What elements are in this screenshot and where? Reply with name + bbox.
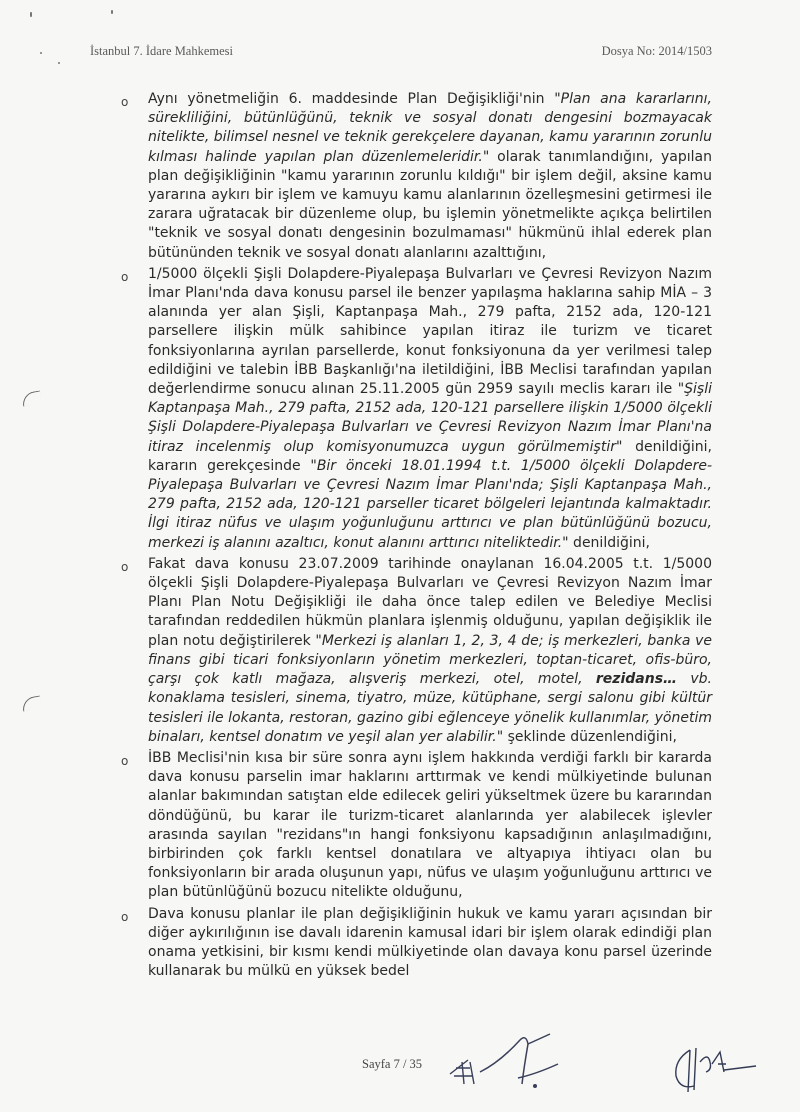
quoted-text-segment: vb. konaklama tesisleri, sinema, tiyatro, müze, kütüphane, sergi salonu gibi kültür tesisleri ile lokanta, restoran, gazino gibi eğlenceye yönelik kullanımlar, yönetim binaları, kentsel donatım ve yeşil alan yer alabilir." <box>148 671 712 745</box>
binder-hole-mark <box>21 695 42 711</box>
scan-speck <box>30 12 32 17</box>
bullet-marker: o <box>121 269 129 284</box>
argument-item <box>121 905 712 982</box>
case-number: Dosya No: 2014/1503 <box>601 44 712 58</box>
scan-speck <box>58 62 60 64</box>
quoted-text-segment: "Bir önceki 18.01.1994 t.t. 1/5000 ölçekli Dolapdere-Piyalepaşa Bulvarları ve Çevresi Nazım İmar Planı'nda; Şişli Kaptanpaşa Mah., 279 pafta, 2152 ada, 120-121 parseller ticaret bölgeleri lejantında kalmaktadır. İlgi itiraz nüfus ve ulaşım yoğunluğunu arttırıcı ve plan bütünlüğünü bozucu, merkezi iş alanını azaltıcı, konut alanını arttırıcı niteliktedir." <box>148 457 712 551</box>
argument-item <box>121 749 712 903</box>
bullet-marker: o <box>121 753 129 768</box>
argument-item <box>121 555 712 747</box>
quoted-text-segment: rezidans… <box>595 671 678 688</box>
text-segment: olarak tanımlandığını, yapılan plan değişikliğinin "kamu yararının zorunlu kıldığı" bir işlem değil, aksine kamu yararına aykırı bir işlem ve kamuyu kamu alanlarının özelleşmesini getirmesi ile zarara uğratacak bir düzenleme olup, bu işlemin yönetmelikte açıkça belirtilen "teknik ve sosyal donatı dengesinin bozulmaması" hükmünü ihlal ederek plan bütününden teknik ve sosyal donatı alanlarını azalttığını, <box>148 148 712 261</box>
quoted-text-segment: "Merkezi iş alanları 1, 2, 3, 4 de; iş merkezleri, banka ve finans gibi ticari fonksiyonların yönetim merkezleri, toptan-ticaret, ofis-büro, çarşı çok katlı mağaza, alışveriş merkezi, otel, motel, <box>148 632 712 688</box>
text-segment: Fakat dava konusu 23.07.2009 tarihinde onaylanan 16.04.2005 t.t. 1/5000 ölçekli Şişli Dolapdere-Piyalepaşa Bulvarları ve Çevresi Revizyon Nazım İmar Planı Plan Notu Değişikliği ile daha önce talep edilen ve Belediye Meclisi tarafından reddedilen hükmün planlara işlenmiş olduğunu, yapılan değişiklik ile plan notu değiştirilerek <box>148 555 712 649</box>
quoted-text-segment: "Şişli Kaptanpaşa Mah., 279 pafta, 2152 ada, 120-121 parsellere ilişkin 1/5000 ölçekli Şişli Dolapdere-Piyalepaşa Bulvarları ve Çevresi Revizyon Nazım İmar Planı'na itiraz incelenmiş olup komisyonumuzca uygun görülmemiştir" <box>148 381 712 455</box>
bullet-marker: o <box>121 559 129 574</box>
scan-speck <box>40 52 42 54</box>
signature-2 <box>660 1030 770 1100</box>
argument-list <box>121 90 713 983</box>
binder-hole-mark <box>21 390 42 406</box>
page-number: Sayfa 7 / 35 <box>362 1057 423 1071</box>
argument-item <box>121 265 712 553</box>
text-segment: 1/5000 ölçekli Şişli Dolapdere-Piyalepaşa Bulvarları ve Çevresi Revizyon Nazım İmar Planı'nda dava konusu parsel ile benzer yapılaşma haklarına sahip MİA – 3 alanında yer alan Şişli, Kaptanpaşa Mah., 279 pafta, 2152 ada, 120-121 parsellere ilişkin mülk sahibince yapılan itiraz ile turizm ve ticaret fonksiyonlarına ayrılan parsellerde, konut fonksiyonuna da yer verilmesi talep edildiğini ve talebin İBB Başkanlığı'na iletildiğini, İBB Meclisi tarafından yapılan değerlendirme sonucu alınan 25.11.2005 gün 2959 sayılı meclis kararı ile <box>148 265 712 398</box>
bullet-marker: o <box>121 909 129 924</box>
text-segment: şeklinde düzenlendiğini, <box>503 728 677 745</box>
quoted-text-segment: "Plan ana kararlarını, sürekliliğini, bütünlüğünü, teknik ve sosyal donatı dengesini bozmayacak nitelikte, bilimsel nesnel ve teknik gerekçelere dayanan, kamu yararının zorunlu kılması halinde yapılan plan düzenlemeleridir." <box>148 91 713 165</box>
court-name: İstanbul 7. İdare Mahkemesi <box>90 44 234 58</box>
text-segment: denildiğini, kararın gerekçesinde <box>148 438 712 474</box>
bullet-marker: o <box>121 95 129 109</box>
text-segment: Dava konusu planlar ile plan değişikliğinin hukuk ve kamu yararı açısından bir diğer aykırılığının ise davalı idarenin kamusal idari bir işlem olarak edindiği plan onama yetkisini, bir kısmı kendi mülkiyetinde olan davaya konu parsel üzerinde kullanarak bu mülkü en yüksek bedel <box>148 905 712 980</box>
text-segment: İBB Meclisi'nin kısa bir süre sonra aynı işlem hakkında verdiği farklı bir kararda dava konusu parselin imar haklarını arttırmak ve kendi mülkiyetinde bulunan alanlar bakımından satıştan elde edilecek geliri yükseltmek üzere bu kararından döndüğünü, bu karar ile turizm-ticaret alanlarında yer alabilecek işlevler arasında sayılan "rezidans"ın hangi fonksiyonu kapsadığının anlaşılmadığını, birbirinden çok farklı kentsel donatılara ve altyapıya ihtiyacı olan bu fonksiyonların bir arada oluşunun yapı, nüfus ve ulaşım yoğunluğunu arttırıcı ve plan bütünlüğünü bozucu nitelikte olduğunu, <box>148 749 712 901</box>
scan-speck <box>111 10 113 14</box>
text-segment: denildiğini, <box>568 534 650 551</box>
argument-item <box>121 90 713 263</box>
text-segment: Aynı yönetmeliğin 6. maddesinde Plan Değişikliği'nin <box>148 91 555 107</box>
signature-1 <box>440 1022 575 1097</box>
